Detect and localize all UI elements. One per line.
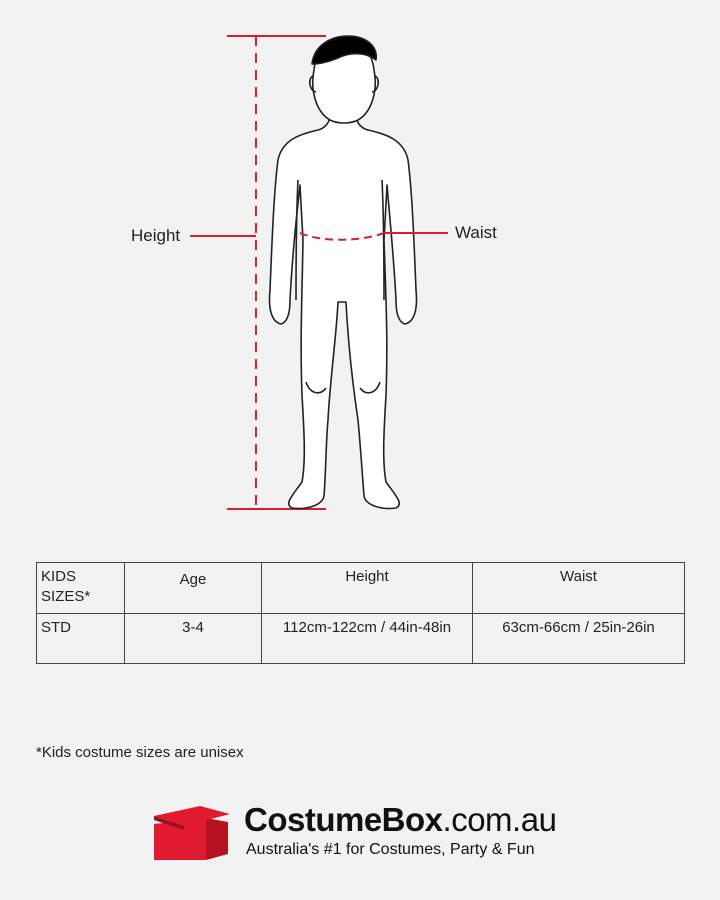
brand-tagline: Australia's #1 for Costumes, Party & Fun	[246, 841, 535, 858]
brand-main: CostumeBox	[244, 801, 443, 838]
table-row	[37, 614, 685, 664]
header-age: Age	[125, 563, 262, 614]
cell-age: 3-4	[125, 614, 262, 664]
cell-height: 112cm-122cm / 44in-48in	[262, 614, 473, 664]
red-costume-box-icon	[150, 802, 232, 862]
cell-size: STD	[37, 614, 125, 664]
brand-suffix: .com.au	[442, 801, 557, 838]
table-header-row	[37, 563, 685, 614]
child-figure-outline	[269, 36, 416, 509]
header-height: Height	[262, 563, 473, 614]
size-table	[36, 562, 685, 664]
waist-label: Waist	[455, 223, 497, 242]
header-waist: Waist	[473, 563, 685, 614]
cell-waist: 63cm-66cm / 25in-26in	[473, 614, 685, 664]
header-kids-sizes: KIDS SIZES*	[37, 563, 125, 614]
brand-logo-text	[244, 800, 556, 840]
footnote: *Kids costume sizes are unisex	[36, 744, 244, 761]
height-label: Height	[131, 226, 181, 245]
